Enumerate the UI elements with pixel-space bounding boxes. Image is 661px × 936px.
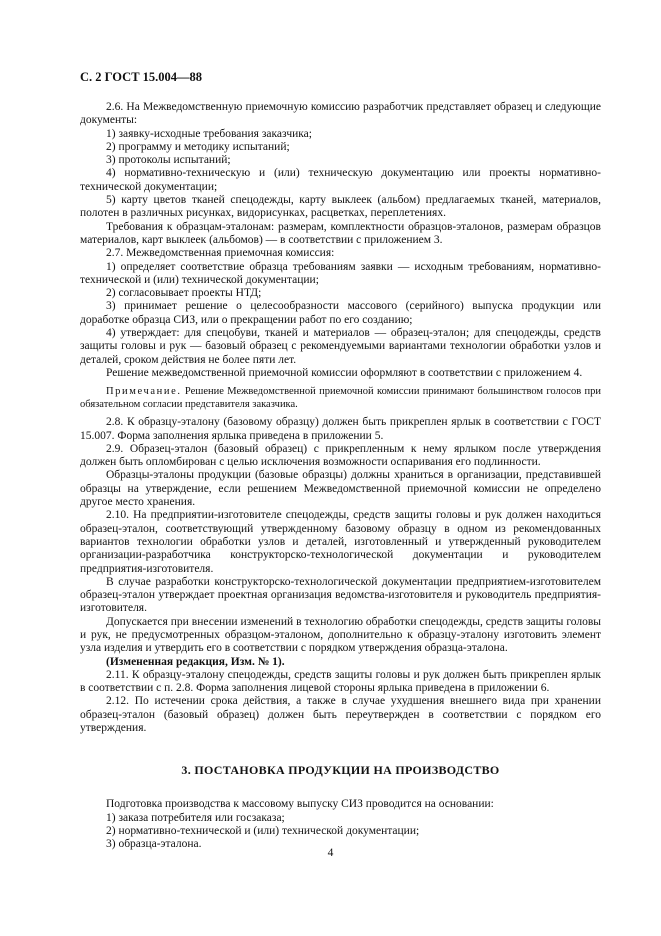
page-number: 4 [327, 847, 334, 859]
change-note: (Измененная редакция, Изм. № 1). [106, 655, 285, 668]
list-item: 4) утверждает: для спецобуви, тканей и материалов — образец-эталон; для спецодежды, средств защиты головы и рук — базовый образец с рекомендуемыми вариантами технологии обработки узлов и деталей, сроком действия не более пяти лет. [80, 327, 601, 366]
document-body [80, 101, 601, 852]
paragraph: Подготовка производства к массовому выпуску СИЗ проводится на основании: [106, 798, 494, 811]
paragraph: Допускается при внесении изменений в технологию обработки спецодежды, средств защиты головы и рук, не предусмотренных образцом-эталоном, дополнительно к образцу-эталону изготовить элемент узла изделия и утвердить его в соответствии с порядком утверждения образца-эталона. [80, 615, 601, 655]
note [80, 385, 601, 411]
list-item: 2) программу и методику испытаний; [106, 140, 290, 153]
paragraph-2-11: 2.11. К образцу-эталону спецодежды, средств защиты головы и рук должен быть прикреплен ярлык в соответствии с п. 2.8. Форма заполнения лицевой стороны ярлыка приведена в приложении 6. [80, 668, 601, 695]
list-item: 3) образца-эталона. [106, 838, 202, 851]
list-item: 1) заявку-исходные требования заказчика; [106, 127, 312, 140]
paragraph-2-12: 2.12. По истечении срока действия, а также в случае ухудшения внешнего вида при хранении образец-эталон (базовый образец) должен быть переутвержден в соответствии с порядком его утверждения. [80, 695, 601, 735]
paragraph: В случае разработки конструкторско-технологической документации предприятием-изготовителем образец-эталон утверждает проектная организация ведомства-изготовителя и руководитель предприятия-изготовителя. [80, 575, 601, 615]
list-item: 2) согласовывает проекты НТД; [106, 287, 262, 300]
paragraph-2-7: 2.7. Межведомственная приемочная комиссия: [106, 247, 335, 260]
section-heading: 3. ПОСТАНОВКА ПРОДУКЦИИ НА ПРОИЗВОДСТВО [181, 763, 500, 778]
note-text: Решение Межведомственной приемочной комиссии принимают большинством голосов при обязательном согласии представителя заказчика. [80, 386, 601, 411]
paragraph: Образцы-эталоны продукции (базовые образцы) должны храниться в организации, представившей образцы на утверждение, если решением Межведомственной приемочной комиссии не определено другое место хранения. [80, 469, 601, 509]
list-item: 3) протоколы испытаний; [106, 154, 231, 167]
list-item: 2) нормативно-технической и (или) технической документации; [106, 824, 420, 837]
list-item: 4) нормативно-техническую и (или) техническую документацию или проекты нормативно-технической документации; [80, 167, 601, 193]
paragraph-2-8: 2.8. К образцу-эталону (базовому образцу) должен быть прикреплен ярлык в соответствии с ГОСТ 15.007. Форма заполнения ярлыка приведена в приложении 5. [80, 416, 601, 442]
list-item: 5) карту цветов тканей спецодежды, карту выклеек (альбом) предлагаемых тканей, материалов, полотен в различных рисунках, видорисунках, расцветках, переплетениях. [80, 194, 601, 220]
list-item: 3) принимает решение о целесообразности массового (серийного) выпуска продукции или доработке образца СИЗ, или о прекращении работ по его созданию; [80, 300, 601, 326]
paragraph-2-9: 2.9. Образец-эталон (базовый образец) с прикрепленным к нему ярлыком после утверждения должен быть опломбирован с целью исключения возможности оспаривания его подлинности. [80, 442, 601, 469]
paragraph: Решение межведомственной приемочной комиссии оформляют в соответствии с приложением 4. [106, 366, 583, 379]
note-label: Примечание. [106, 386, 182, 398]
paragraph-2-10: 2.10. На предприятии-изготовителе спецодежды, средств защиты головы и рук должен находиться образец-эталон, соответствующий утвержденному базовому образцу в одном из рекомендованных вариантов технологии обработки узлов и деталей, изготовленный и утвержденный руководителем организации-разработчика конструкторско-технологической документации и руководителем предприятия-изготовителя. [80, 509, 601, 575]
list-item: 1) определяет соответствие образца требованиям заявки — исходным требованиям, нормативно-технической и (или) технической документации; [80, 260, 601, 286]
paragraph-2-6: 2.6. На Межведомственную приемочную комиссию разработчик представляет образец и следующие документы: [80, 101, 601, 127]
list-item: 1) заказа потребителя или госзаказа; [106, 811, 285, 824]
paragraph: Требования к образцам-эталонам: размерам, комплектности образцов-эталонов, размерам образцов материалов, карт выклеек (альбомов) — в соответствии с приложением 3. [80, 220, 601, 246]
page-header: С. 2 ГОСТ 15.004—88 [80, 70, 203, 84]
